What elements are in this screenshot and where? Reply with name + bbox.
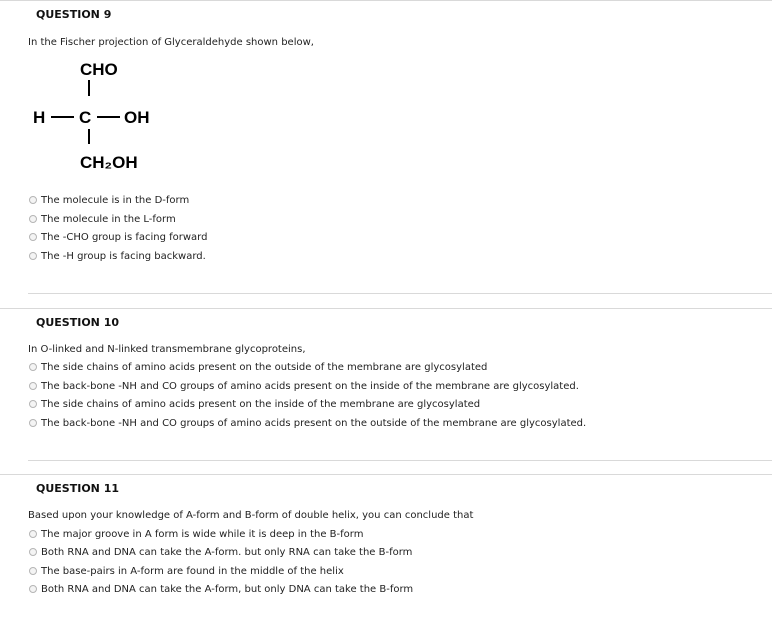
question-10-option-3[interactable] [29, 397, 480, 411]
radio-button[interactable] [29, 252, 37, 260]
option-label: The back-bone -NH and CO groups of amino acids present on the outside of the membrane are glycosylated. [41, 417, 587, 429]
option-label: The base-pairs in A-form are found in the middle of the helix [41, 565, 344, 577]
radio-button[interactable] [29, 196, 37, 204]
question-9-stem: In the Fischer projection of Glyceraldehyde shown below, [28, 37, 314, 48]
question-9-option-1[interactable] [29, 193, 189, 207]
option-label: The side chains of amino acids present on the inside of the membrane are glycosylated [41, 398, 481, 410]
question-11-title: QUESTION 11 [36, 482, 120, 495]
radio-button[interactable] [29, 419, 37, 427]
option-label: The -CHO group is facing forward [41, 231, 208, 243]
radio-button[interactable] [29, 382, 37, 390]
question-11-option-3[interactable] [29, 564, 344, 578]
divider [28, 460, 772, 461]
question-10-top-border [0, 308, 772, 309]
radio-button[interactable] [29, 585, 37, 593]
question-9-option-2[interactable] [29, 212, 176, 226]
fischer-right-group: OH [124, 108, 150, 127]
option-label: The molecule in the L-form [41, 213, 176, 225]
question-11-top-border [0, 474, 772, 475]
question-10-option-2[interactable] [29, 379, 579, 393]
fischer-left-group: H [33, 108, 46, 127]
radio-button[interactable] [29, 233, 37, 241]
option-label: Both RNA and DNA can take the A-form, but only DNA can take the B-form [41, 583, 414, 595]
question-9-option-3[interactable] [29, 230, 207, 244]
question-9-top-border [0, 0, 772, 1]
question-10-title: QUESTION 10 [36, 316, 120, 329]
fischer-top-group: CHO [80, 60, 118, 79]
question-10-option-1[interactable] [29, 360, 487, 374]
option-label: The -H group is facing backward. [41, 250, 206, 262]
radio-button[interactable] [29, 400, 37, 408]
option-label: The major groove in A form is wide while it is deep in the B-form [41, 528, 364, 540]
question-11-stem: Based upon your knowledge of A-form and B-form of double helix, you can conclude that [28, 510, 474, 521]
question-10-option-4[interactable] [29, 416, 586, 430]
question-11-option-1[interactable] [29, 527, 363, 541]
option-label: The molecule is in the D-form [41, 194, 190, 206]
divider [28, 293, 772, 294]
question-10-stem: In O-linked and N-linked transmembrane glycoproteins, [28, 344, 306, 355]
option-label: The side chains of amino acids present on the outside of the membrane are glycosylated [41, 361, 488, 373]
radio-button[interactable] [29, 363, 37, 371]
option-label: The back-bone -NH and CO groups of amino acids present on the inside of the membrane are glycosylated. [41, 380, 579, 392]
radio-button[interactable] [29, 548, 37, 556]
fischer-bottom-group: CH₂OH [80, 153, 138, 172]
fischer-projection [30, 56, 170, 176]
question-9-option-4[interactable] [29, 249, 206, 263]
radio-button[interactable] [29, 530, 37, 538]
option-label: Both RNA and DNA can take the A-form. but only RNA can take the B-form [41, 546, 413, 558]
question-9-title: QUESTION 9 [36, 8, 112, 21]
question-11-option-4[interactable] [29, 582, 413, 596]
question-11-option-2[interactable] [29, 545, 412, 559]
fischer-center-carbon: C [79, 108, 92, 127]
radio-button[interactable] [29, 215, 37, 223]
radio-button[interactable] [29, 567, 37, 575]
